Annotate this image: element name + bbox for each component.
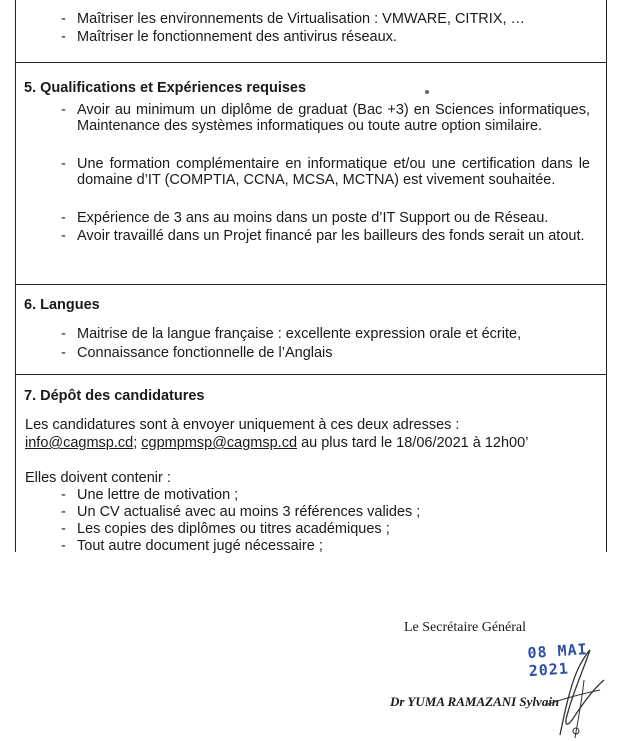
document-page: - Maîtriser les environnements de Virtualisation : VMWARE, CITRIX, … - Maîtriser le fonctionnement des antivirus réseaux. 5. Qualifications et Expériences requises - Avoir au minimum un diplôme de graduat (Bac +3) en Sciences informatiques, Maintenance des systèmes informatiques ou toute autre option similaire. - Une formation complémentaire en informatique et/ou une certification dans le domaine d’IT (COMPTIA, CCNA, MCSA, MCTNA) est vivement souhaitée. - Expérience de 3 ans au moins dans un poste d’IT Support ou de Réseau. - Avoir travaillé dans un Projet financé par les bailleurs des fonds serait un atout. 6. Langues - Maitrise de la langue française : excellente expression orale et écrite, - Connaissance fonctionnelle de l’Anglais 7. Dépôt des candidatures Les candidatures sont à envoyer uniquement à ces deux adresses : info@cagmsp.cd; cgpmpmsp@cagmsp.cd au plus tard le 18/06/2021 à 12h00’ Elles doivent contenir : - Une lettre de motivation ; - Un CV actualisé avec au moins 3 références valides ; - Les copies des diplômes ou titres académiques ; - Tout autre document jugé nécessaire ; Le Secrétaire Général 08 MAI 2021 Dr YUMA RAMAZANI Sylvain [0,0,620,741]
email-link[interactable]: cgpmpmsp@cagmsp.cd [141,435,298,451]
signatory-title: Le Secrétaire Général [404,620,527,635]
list-item: - Expérience de 3 ans au moins dans un poste d’IT Support ou de Réseau. [61,210,549,226]
list-item: - Une formation complémentaire en informatique et/ou une certification dans le domaine d’IT (COMPTIA, CCNA, MCSA, MCTNA) est vivement souhaitée. [61,156,590,188]
date-stamp: 08 MAI 2021 [526,640,589,681]
separator: ; [133,435,138,451]
ink-dot [425,90,429,94]
list-item: - Avoir travaillé dans un Projet financé par les bailleurs des fonds serait un atout. [61,228,585,244]
signatory-name: Dr YUMA RAMAZANI Sylvain [390,694,560,709]
contents-intro: Elles doivent contenir : [25,470,171,486]
section-heading: 5. Qualifications et Expériences requises [24,80,307,96]
section-heading: 7. Dépôt des candidatures [24,388,205,404]
list-item: - Avoir au minimum un diplôme de graduat (Bac +3) en Sciences informatiques, Maintenance des systèmes informatiques ou toute autre option similaire. [61,102,590,134]
intro-text: Les candidatures sont à envoyer uniquement à ces deux adresses : [25,417,460,433]
deadline-text: au plus tard le 18/06/2021 à 12h00’ [301,435,529,451]
email-link[interactable]: info@cagmsp.cd [25,435,134,451]
section-heading: 6. Langues [24,297,100,313]
